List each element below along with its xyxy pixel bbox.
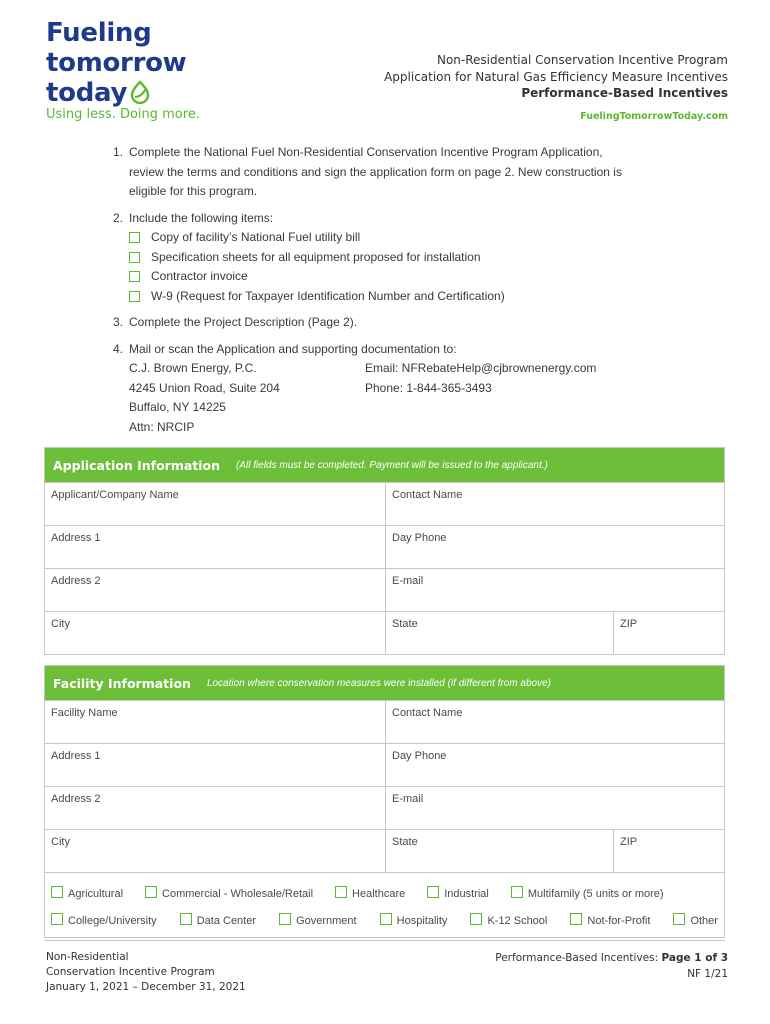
field-label: Day Phone [392, 532, 447, 544]
facility-address-2-field[interactable] [45, 787, 385, 829]
checkbox[interactable] [427, 886, 439, 898]
checklist-label: Specification sheets for all equipment proposed for installation [151, 249, 481, 264]
footer-label: Performance-Based Incentives: [495, 952, 659, 964]
mail-city: Buffalo, NY 14225 [129, 400, 226, 414]
field-label: Day Phone [392, 750, 447, 762]
field-label: City [51, 836, 70, 848]
tagline: Using less. Doing more. [46, 107, 200, 122]
field-label: Contact Name [392, 707, 463, 719]
option-label: Healthcare [352, 887, 406, 900]
section-note: Location where conservation measures were installed (if different from above) [206, 677, 551, 689]
step-number: 3. [113, 315, 124, 329]
facility-zip-field[interactable] [613, 830, 724, 872]
field-label: Facility Name [51, 707, 118, 719]
checkbox[interactable] [145, 886, 157, 898]
step-3 [113, 313, 673, 333]
checklist-item [129, 287, 673, 307]
section-header [45, 666, 724, 700]
facility-type-option[interactable] [570, 913, 650, 927]
facility-email-field[interactable] [385, 787, 724, 829]
step-text: Mail or scan the Application and supporting documentation to: [129, 341, 457, 356]
applicant-name-field[interactable] [45, 483, 385, 525]
mail-phone: Phone: 1-844-365-3493 [365, 380, 492, 395]
option-label: Other [690, 914, 718, 927]
facility-type-option[interactable] [380, 913, 448, 927]
field-label: Address 1 [51, 532, 101, 544]
facility-city-field[interactable] [45, 830, 385, 872]
option-label: College/University [68, 914, 157, 927]
field-label: E-mail [392, 575, 424, 587]
zip-field[interactable] [613, 612, 724, 654]
field-label: E-mail [392, 793, 424, 805]
option-label: Industrial [444, 887, 489, 900]
footer-line: Conservation Incentive Program [46, 966, 215, 978]
website-link[interactable]: FuelingTomorrowToday.com [580, 111, 728, 122]
section-header [45, 448, 724, 482]
facility-type-option[interactable] [279, 913, 357, 927]
checkbox[interactable] [129, 232, 140, 243]
facility-type-option[interactable] [335, 886, 405, 900]
field-label: Address 2 [51, 575, 101, 587]
facility-type-option[interactable] [51, 913, 157, 927]
header-application: Application for Natural Gas Efficiency Measure Incentives [384, 69, 728, 84]
day-phone-field[interactable] [385, 526, 724, 568]
page-number: Page 1 of 3 [661, 952, 728, 964]
facility-type-option[interactable] [511, 886, 664, 900]
mail-email[interactable]: Email: NFRebateHelp@cjbrownenergy.com [365, 361, 597, 375]
checklist-label: Contractor invoice [151, 269, 248, 283]
facility-type-option[interactable] [427, 886, 489, 900]
application-information-section [44, 447, 725, 655]
address-1-field[interactable] [45, 526, 385, 568]
option-label: Commercial - Wholesale/Retail [162, 887, 314, 900]
facility-information-section [44, 665, 725, 938]
step-number: 1. [113, 145, 124, 159]
section-title: Facility Information [53, 675, 191, 691]
instructions [113, 143, 673, 444]
checkbox[interactable] [129, 291, 140, 302]
mail-attn: Attn: NRCIP [129, 419, 195, 434]
step-2 [113, 209, 673, 307]
checkbox[interactable] [279, 913, 291, 925]
logo-line-2: tomorrow [46, 48, 187, 78]
flame-leaf-icon [129, 80, 151, 104]
checklist-item [129, 228, 673, 248]
header-incentive-type: Performance-Based Incentives [521, 86, 728, 100]
field-label: State [392, 618, 418, 630]
field-label: Address 2 [51, 793, 101, 805]
checkbox[interactable] [51, 886, 63, 898]
email-field[interactable] [385, 569, 724, 611]
field-label: ZIP [620, 618, 638, 630]
checkbox[interactable] [51, 913, 63, 925]
facility-day-phone-field[interactable] [385, 744, 724, 786]
facility-type-option[interactable] [51, 886, 123, 900]
contact-name-field[interactable] [385, 483, 724, 525]
checklist-label: Copy of facility’s National Fuel utility bill [151, 230, 361, 244]
step-text: review the terms and conditions and sign the application form on page 2. New construction is [129, 164, 622, 179]
mailing-address [113, 359, 673, 437]
checkbox[interactable] [673, 913, 685, 925]
footer-page-info [495, 950, 728, 982]
field-label: Applicant/Company Name [51, 489, 179, 501]
option-label: Agricultural [68, 887, 124, 900]
city-field[interactable] [45, 612, 385, 654]
field-label: State [392, 836, 418, 848]
checkbox[interactable] [335, 886, 347, 898]
step-text: Include the following items: [129, 210, 274, 225]
field-label: Contact Name [392, 489, 463, 501]
facility-type-options [45, 872, 724, 937]
option-label: Not-for-Profit [587, 914, 651, 927]
section-note: (All fields must be completed. Payment will be issued to the applicant.) [236, 459, 548, 471]
form-code: NF 1/21 [687, 968, 728, 980]
step-text: Complete the National Fuel Non-Residential Conservation Incentive Program Application, [129, 145, 603, 159]
checkbox[interactable] [129, 252, 140, 263]
facility-name-field[interactable] [45, 701, 385, 743]
facility-type-option[interactable] [180, 913, 256, 927]
logo-line-3: today [46, 78, 128, 108]
checkbox[interactable] [511, 886, 523, 898]
option-label: Multifamily (5 units or more) [527, 887, 664, 900]
footer-date-range: January 1, 2021 – December 31, 2021 [46, 981, 246, 993]
facility-state-field[interactable] [385, 830, 613, 872]
facility-type-option[interactable] [470, 913, 547, 927]
logo-line-1: Fueling [46, 18, 152, 48]
field-label: ZIP [620, 836, 638, 848]
step-4 [113, 340, 673, 438]
document-header [384, 52, 728, 102]
footer-program-info [46, 950, 246, 995]
facility-type-option[interactable] [673, 913, 718, 927]
facility-type-option[interactable] [145, 886, 313, 900]
checkbox[interactable] [470, 913, 482, 925]
footer-divider [44, 940, 725, 941]
address-2-field[interactable] [45, 569, 385, 611]
option-label: Government [296, 914, 357, 927]
state-field[interactable] [385, 612, 613, 654]
field-label: City [51, 618, 70, 630]
facility-address-1-field[interactable] [45, 744, 385, 786]
step-number: 2. [113, 210, 124, 225]
step-1 [113, 143, 673, 202]
facility-contact-name-field[interactable] [385, 701, 724, 743]
checkbox[interactable] [570, 913, 582, 925]
section-title: Application Information [53, 457, 221, 473]
step-text: Complete the Project Description (Page 2). [129, 315, 358, 329]
step-number: 4. [113, 341, 124, 356]
mail-street: 4245 Union Road, Suite 204 [129, 380, 280, 395]
brand-logo [46, 18, 186, 108]
option-label: Hospitality [396, 914, 448, 927]
checklist-label: W-9 (Request for Taxpayer Identification Number and Certification) [151, 288, 505, 303]
step-text: eligible for this program. [129, 184, 258, 198]
option-label: K-12 School [487, 914, 548, 927]
checkbox[interactable] [380, 913, 392, 925]
checkbox[interactable] [180, 913, 192, 925]
checklist-item [129, 267, 673, 287]
header-program: Non-Residential Conservation Incentive Program [436, 53, 728, 67]
checkbox[interactable] [129, 271, 140, 282]
field-label: Address 1 [51, 750, 101, 762]
footer-line: Non-Residential [46, 951, 129, 963]
checklist-item [129, 248, 673, 268]
mail-name: C.J. Brown Energy, P.C. [129, 361, 257, 375]
option-label: Data Center [196, 914, 257, 927]
